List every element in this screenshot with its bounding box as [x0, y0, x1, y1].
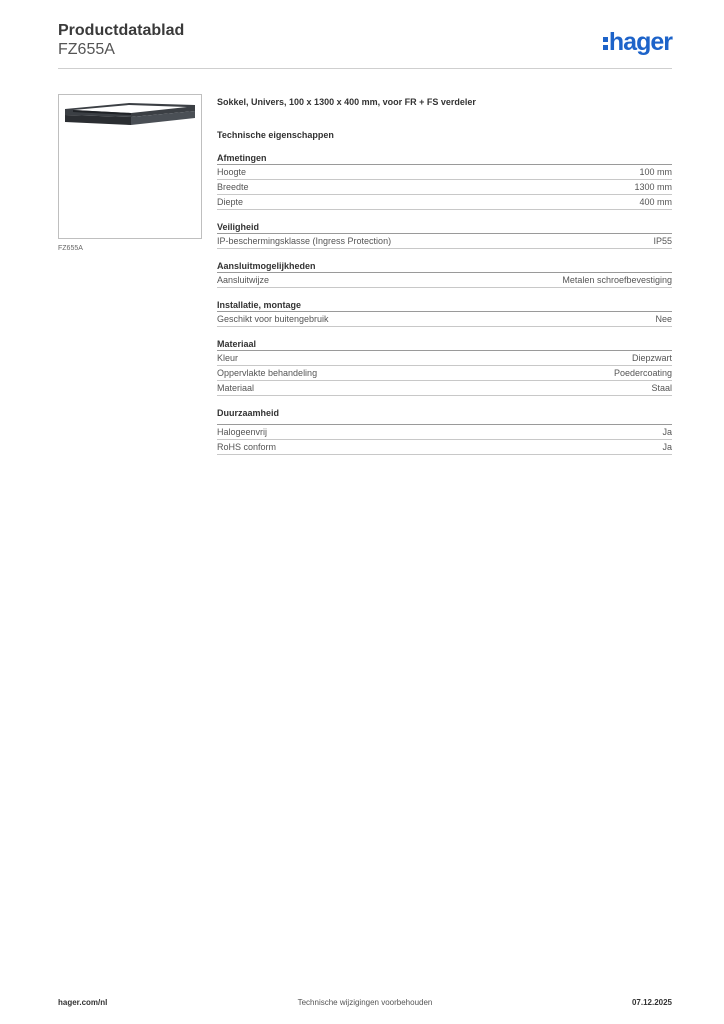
spec-label: RoHS conform: [217, 442, 277, 452]
spec-value: Staal: [651, 383, 672, 393]
spec-value: 400 mm: [639, 197, 672, 207]
page-footer: [58, 998, 672, 1010]
hager-logo: [603, 28, 672, 57]
spec-label: Halogeenvrij: [217, 427, 268, 437]
spec-value: Metalen schroefbevestiging: [562, 275, 672, 285]
spec-row: [217, 366, 672, 381]
page-header: [58, 22, 672, 60]
document-title: Productdatablad: [58, 22, 185, 39]
product-specs: [217, 95, 672, 455]
spec-value: 1300 mm: [634, 182, 672, 192]
spec-row: [217, 425, 672, 440]
spec-value: Poedercoating: [613, 368, 672, 378]
spec-value: Ja: [662, 442, 672, 452]
spec-row: [217, 180, 672, 195]
spec-label: Diepte: [217, 197, 244, 207]
specs-heading: Technische eigenschappen: [217, 130, 334, 140]
spec-group-veiligheid: [217, 221, 672, 249]
group-title: Veiligheid: [217, 221, 672, 234]
spec-group-aansluitmogelijkheden: [217, 260, 672, 288]
product-image: [58, 94, 202, 239]
spec-label: Aansluitwijze: [217, 275, 270, 285]
group-title: Duurzaamheid: [217, 407, 672, 425]
footer-date: 07.12.2025: [631, 998, 672, 1007]
header-divider: [58, 68, 672, 69]
spec-row: [217, 234, 672, 249]
spec-group-materiaal: [217, 338, 672, 396]
spec-group-installatie: [217, 299, 672, 327]
spec-row: [217, 440, 672, 455]
group-title: Materiaal: [217, 338, 672, 351]
spec-row: [217, 273, 672, 288]
footer-disclaimer: Technische wijzigingen voorbehouden: [297, 998, 433, 1007]
image-caption: FZ655A: [58, 245, 83, 252]
spec-value: Diepzwart: [631, 353, 672, 363]
spec-row: [217, 165, 672, 180]
spec-row: [217, 381, 672, 396]
logo-dots-icon: [603, 37, 608, 53]
spec-value: Ja: [662, 427, 672, 437]
spec-label: IP-beschermingsklasse (Ingress Protection): [217, 236, 392, 246]
spec-row: [217, 312, 672, 327]
spec-value: Nee: [655, 314, 672, 324]
product-code: FZ655A: [58, 41, 115, 58]
footer-website-link[interactable]: hager.com/nl: [58, 998, 108, 1007]
spec-label: Oppervlakte behandeling: [217, 368, 318, 378]
product-description: Sokkel, Univers, 100 x 1300 x 400 mm, voor FR + FS verdeler: [217, 97, 476, 107]
spec-label: Materiaal: [217, 383, 255, 393]
spec-value: IP55: [653, 236, 672, 246]
spec-label: Kleur: [217, 353, 239, 363]
spec-group-duurzaamheid: [217, 407, 672, 455]
group-title: Afmetingen: [217, 152, 672, 165]
group-title: Installatie, montage: [217, 299, 672, 312]
spec-group-afmetingen: [217, 152, 672, 210]
spec-row: [217, 195, 672, 210]
spec-value: 100 mm: [639, 167, 672, 177]
spec-row: [217, 351, 672, 366]
logo-text: hager: [608, 28, 672, 56]
group-title: Aansluitmogelijkheden: [217, 260, 672, 273]
plinth-frame-image: [59, 95, 201, 238]
spec-label: Hoogte: [217, 167, 247, 177]
spec-label: Breedte: [217, 182, 249, 192]
spec-label: Geschikt voor buitengebruik: [217, 314, 329, 324]
